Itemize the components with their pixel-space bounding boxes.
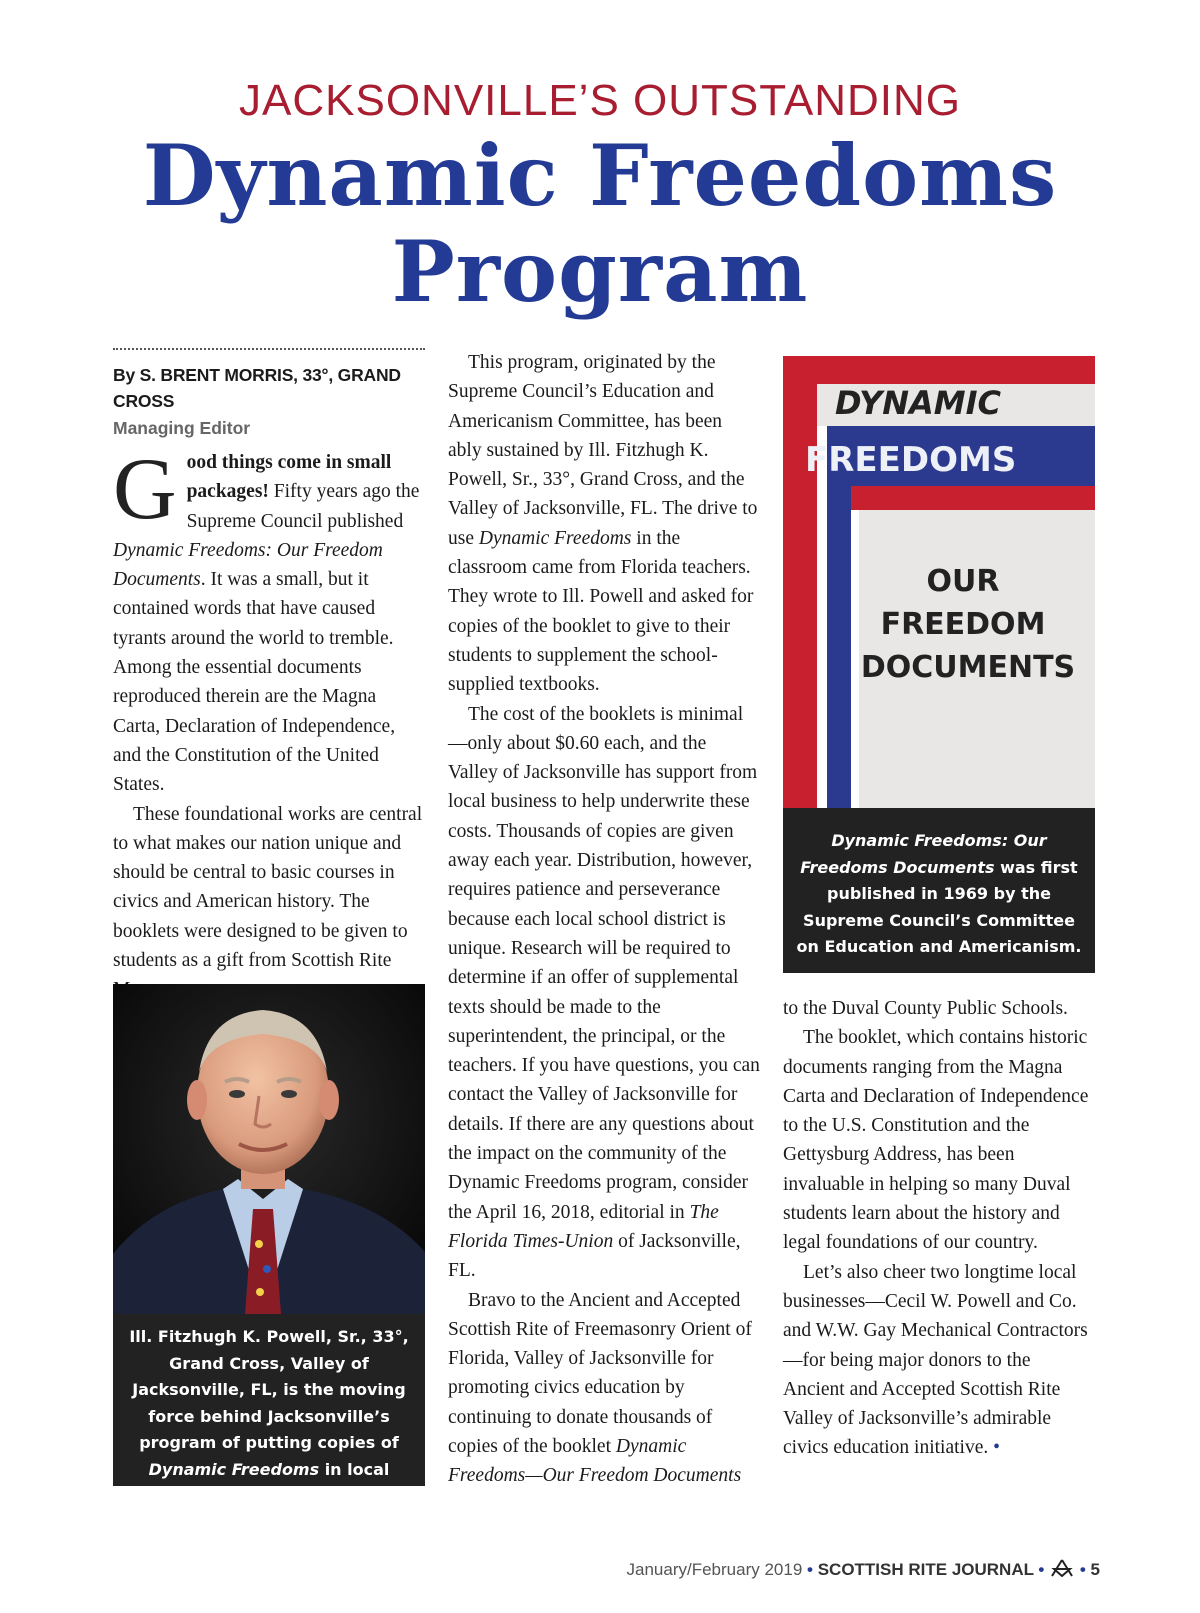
footer-issue: January/February 2019 <box>626 1560 803 1579</box>
cover-title-dynamic: DYNAMIC <box>835 384 1002 422</box>
cover-title-freedoms: FREEDOMS <box>805 440 1017 480</box>
photo-caption: Ill. Fitzhugh K. Powell, Sr., 33°, Grand Cross, Valley of Jacksonville, FL, is the moving force behind Jacksonville’s program of putting copies of Dynamic Freedoms in local classrooms. <box>113 1314 425 1486</box>
page-footer: January/February 2019 • SCOTTISH RITE JOURNAL • • 5 <box>626 1560 1100 1579</box>
paragraph-4: The cost of the booklets is minimal—only about $0.60 each, and the Valley of Jacksonville has support from local business to help underwrite these costs. Thousands of copies are given away each year. Distribution, however, requires patience and perseverance because each local school district is unique. Research will be required to determine if an offer of supplemental texts should be made to the superintendent, the principal, or the teachers. If you have questions, you can contact the Valley of Jacksonville for details. If there are any questions about the impact on the community of the Dynamic Freedoms program, consider the April 16, 2018, editorial in The Florida Times-Union of Jacksonville, FL. <box>448 703 760 1282</box>
byline-divider <box>113 348 425 350</box>
drop-cap: G <box>113 441 177 538</box>
portrait-illustration <box>113 984 425 1314</box>
booklet-caption-title: Dynamic Freedoms: Our Freedoms Documents <box>800 831 1047 877</box>
footer-journal: SCOTTISH RITE JOURNAL <box>817 1560 1034 1579</box>
paragraph-3: This program, originated by the Supreme Council’s Education and Americanism Committee, has been ably sustained by Ill. Fitzhugh K. Powell, Sr., 33°, Grand Cross, and the Valley of Jacksonville, FL. The drive to use Dynamic Freedoms in the classroom came from Florida teachers. They wrote to Ill. Powell and asked for copies of the booklet to give to their students to supplement the school-supplied textbooks. <box>448 352 758 696</box>
booklet-caption: Dynamic Freedoms: Our Freedoms Documents was first published in 1969 by the Supreme Council’s Committee on Education and Americanism. <box>783 808 1095 973</box>
paragraph-1: Good things come in small packages! Fifty years ago the Supreme Council published Dynamic Freedoms: Our Freedom Documents. It was a small, but it contained words that have caused tyrants around the world to tremble. Among the essential documents reproduced therein are the Magna Carta, Declaration of Independence, and the Constitution of the United States. <box>113 441 420 796</box>
byline-role: Managing Editor <box>113 418 251 438</box>
square-compass-icon <box>1049 1559 1075 1577</box>
cover-line-freedom: FREEDOM <box>880 607 1046 642</box>
booklet-cover-image <box>783 356 1095 808</box>
headline-line-2: Program <box>391 222 809 321</box>
paragraph-6: The booklet, which contains historic documents ranging from the Magna Carta and Declaration of Independence to the U.S. Constitution and the Gettysburg Address, has been invaluable in helping so many Duval students learn about the history and legal foundations of our country. <box>783 1027 1089 1254</box>
cover-line-our: OUR <box>926 564 1000 599</box>
cover-line-documents: DOCUMENTS <box>860 650 1076 685</box>
kicker: JACKSONVILLE’S OUTSTANDING <box>239 76 961 125</box>
paragraph-2: These foundational works are central to what makes our nation unique and should be central to basic courses in civics and American history. The booklets were designed to be given to students as a gift from Scottish Rite <box>113 803 423 972</box>
booklet-cover-art <box>783 356 1095 808</box>
column-1 <box>113 348 425 1005</box>
byline-author: By S. BRENT MORRIS, 33°, GRAND CROSS <box>113 365 401 411</box>
headline <box>60 128 1140 320</box>
paragraph-5-continued: to the Duval County Public Schools. <box>783 998 1068 1019</box>
footer-page-number: 5 <box>1090 1560 1100 1579</box>
column-3 <box>783 994 1095 1463</box>
newspaper-title: The Florida Times-Union <box>448 1201 719 1252</box>
paragraph-5: Bravo to the Ancient and Accepted Scottish Rite of Freemasonry Orient of Florida, Valley of Jacksonville for promoting civics education by continuing to donate thousands of copies of the booklet Dynamic Freedoms—Our Freedom Documents <box>448 1289 752 1487</box>
lead-in: ood things come in small packages! <box>186 452 392 503</box>
end-mark: • <box>993 1437 1000 1459</box>
paragraph-7: Let’s also cheer two longtime local businesses—Cecil W. Powell and Co. and W.W. Gay Mechanical Contractors—for being major donors to the Ancient and Accepted Scottish Rite Valley of Jacksonville’s admirable civics education initiative. • <box>783 1261 1088 1459</box>
photo-caption-title: Dynamic Freedoms <box>148 1459 320 1479</box>
booklet-title: Dynamic Freedoms: Our Freedom Documents <box>113 539 383 591</box>
portrait-photo <box>113 984 425 1314</box>
headline-line-1: Dynamic Freedoms <box>142 126 1058 225</box>
column-2 <box>448 348 760 1491</box>
